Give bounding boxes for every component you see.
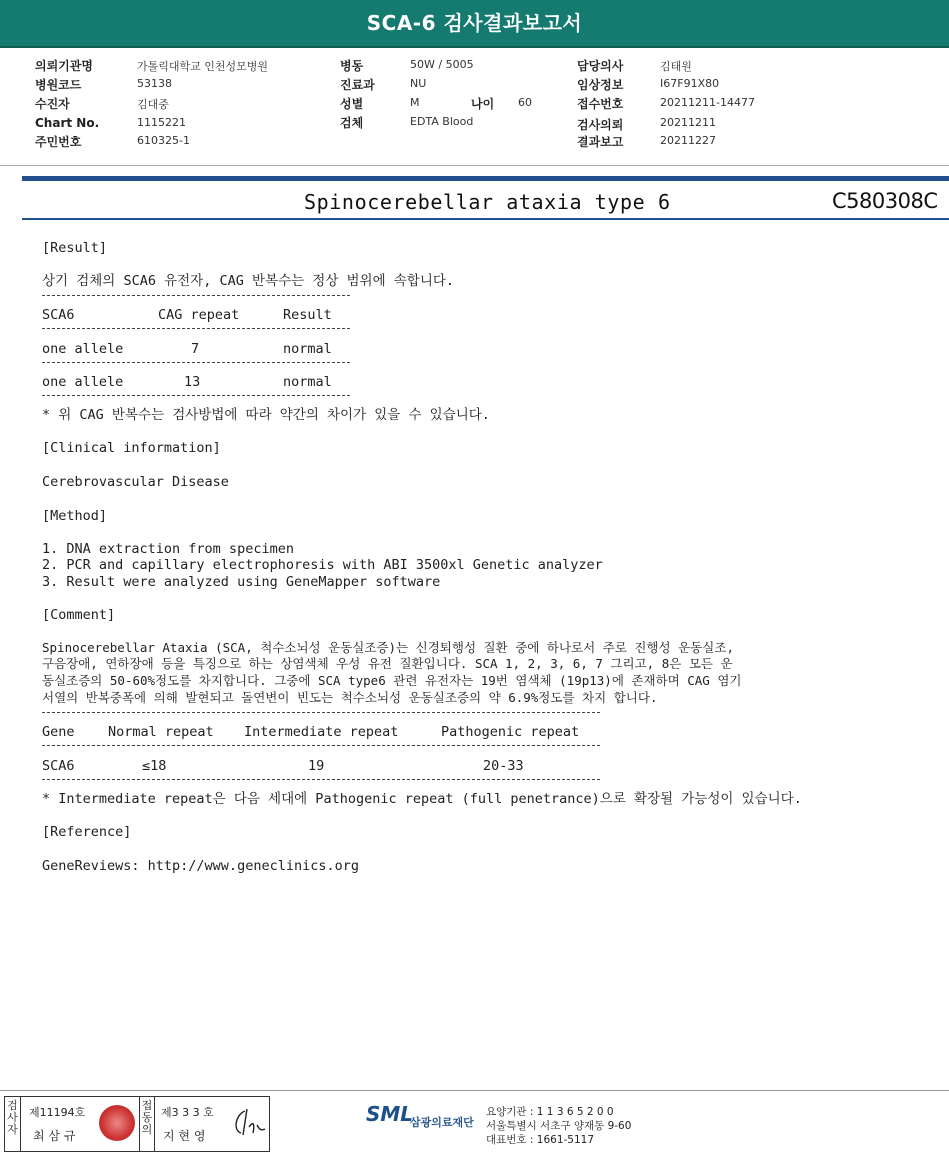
result-row1-result: normal: [283, 341, 332, 357]
confirmer-name: 지 현 영: [163, 1129, 206, 1143]
examiner-seal: [99, 1105, 135, 1141]
value-specimen: EDTA Blood: [410, 115, 474, 128]
label-patient: 수진자: [35, 97, 70, 111]
comment-line: 동실조증의 50-60%정도를 차지합니다. 그중에 SCA type6 관련 유전자는 19번 염색체 (19p13)에 존재하며 CAG 염기: [42, 673, 742, 688]
result-table-divider: [42, 295, 350, 296]
confirmer-license: 제3 3 3 호: [161, 1106, 214, 1119]
repeat-header-gene: Gene: [42, 724, 75, 740]
report-title: SCA-6 검사결과보고서: [366, 11, 583, 35]
reference-heading: [Reference]: [42, 824, 132, 840]
repeat-header-intermediate: Intermediate repeat: [244, 724, 399, 740]
signature-box: [4, 1096, 270, 1152]
repeat-row-gene: SCA6: [42, 758, 75, 774]
test-name: Spinocerebellar ataxia type 6: [304, 190, 671, 214]
result-row2-allele: one allele: [42, 374, 124, 390]
value-chart-no: 1115221: [137, 116, 186, 129]
comment-line: 서열의 반복중폭에 의해 발현되고 돌연변이 빈도는 척수소뇌성 운동실조증의 약 6.9%정도를 차지 합니다.: [42, 690, 658, 705]
result-row2-cag: 13: [184, 374, 201, 390]
value-report-date: 20211227: [660, 134, 716, 147]
label-sex: 성별: [340, 97, 364, 111]
comment-note: * Intermediate repeat은 다음 세대에 Pathogenic repeat (full penetrance)으로 확장될 가능성이 있습니다.: [42, 791, 802, 807]
examiner-name: 최 삼 규: [33, 1129, 76, 1143]
label-age: 나이: [471, 97, 495, 111]
label-report-date: 결과보고: [577, 135, 624, 149]
value-patient: 김대중: [137, 98, 169, 111]
repeat-header-pathogenic: Pathogenic repeat: [441, 724, 580, 740]
label-resident-no: 주민번호: [35, 135, 82, 149]
result-heading: [Result]: [42, 240, 108, 256]
repeat-table-divider: [42, 779, 600, 780]
comment-heading: [Comment]: [42, 607, 116, 623]
repeat-row-intermediate: 19: [308, 758, 325, 774]
comment-line: 구음장애, 연하장애 등을 특징으로 하는 상염색체 우성 유전 질환입니다. SCA 1, 2, 3, 6, 7 그리고, 8은 모든 운: [42, 656, 733, 671]
logo-name: 삼광의료재단: [410, 1116, 474, 1129]
result-row2-result: normal: [283, 374, 332, 390]
label-specimen: 검체: [340, 116, 364, 130]
repeat-row-pathogenic: 20-33: [483, 758, 524, 774]
value-receipt-no: 20211211-14477: [660, 96, 755, 109]
label-hospital-code: 병원코드: [35, 78, 82, 92]
method-item: 1. DNA extraction from specimen: [42, 541, 294, 557]
reference-text: GeneReviews: http://www.geneclinics.org: [42, 858, 359, 874]
value-institution: 가톨릭대학교 인천성모병원: [137, 60, 269, 73]
examiner-vertical-label: 검사자: [5, 1097, 21, 1151]
method-item: 2. PCR and capillary electrophoresis with ABI 3500xl Genetic analyzer: [42, 557, 603, 573]
institution-code: 요양기관 : 1 1 3 6 5 2 0 0: [486, 1106, 614, 1118]
clinical-text: Cerebrovascular Disease: [42, 474, 229, 490]
label-ward: 병동: [340, 59, 364, 73]
value-physician: 김태원: [660, 60, 692, 73]
result-table-divider: [42, 328, 350, 329]
repeat-table-divider: [42, 745, 600, 746]
label-clinical-info: 임상정보: [577, 78, 624, 92]
value-request-date: 20211211: [660, 116, 716, 129]
logo-mark: SML: [366, 1102, 414, 1126]
result-table-divider: [42, 395, 350, 396]
value-age: 60: [518, 96, 532, 109]
result-row1-cag: 7: [191, 341, 200, 357]
value-clinical-info: I67F91X80: [660, 77, 720, 90]
title-bottom-rule: [22, 218, 949, 220]
confirmer-vertical-label: 접동의: [139, 1097, 155, 1151]
result-note: * 위 CAG 반복수는 검사방법에 따라 약간의 차이가 있을 수 있습니다.: [42, 407, 490, 423]
result-row1-allele: one allele: [42, 341, 124, 357]
repeat-header-normal: Normal repeat: [108, 724, 214, 740]
institution-phone: 대표번호 : 1661-5117: [486, 1134, 595, 1146]
result-header-result: Result: [283, 307, 332, 323]
value-department: NU: [410, 77, 427, 90]
title-top-rule: [22, 176, 949, 181]
value-hospital-code: 53138: [137, 77, 172, 90]
value-resident-no: 610325-1: [137, 134, 190, 147]
institution-address: 서울특별시 서초구 양재동 9-60: [486, 1120, 632, 1132]
examiner-license: 제11194호: [29, 1106, 86, 1119]
method-heading: [Method]: [42, 508, 108, 524]
report-title-bar: [0, 0, 949, 48]
label-receipt-no: 접수번호: [577, 97, 624, 111]
value-ward: 50W / 5005: [410, 58, 474, 71]
repeat-table-divider: [42, 712, 600, 713]
test-code: C580308C: [832, 189, 938, 213]
clinical-heading: [Clinical information]: [42, 440, 221, 456]
value-sex: M: [410, 96, 420, 109]
label-department: 진료과: [340, 78, 375, 92]
comment-line: Spinocerebellar Ataxia (SCA, 척수소뇌성 운동실조증)는 신경퇴행성 질환 중에 하나로서 주로 진행성 운동실조,: [42, 640, 734, 655]
signature-mark: [227, 1105, 267, 1141]
label-request-date: 검사의뢰: [577, 118, 624, 132]
repeat-row-normal: ≤18: [142, 758, 167, 774]
result-table-divider: [42, 362, 350, 363]
result-header-gene: SCA6: [42, 307, 75, 323]
result-header-cag: CAG repeat: [158, 307, 240, 323]
label-institution: 의뢰기관명: [35, 59, 93, 73]
method-item: 3. Result were analyzed using GeneMapper software: [42, 574, 441, 590]
result-summary: 상기 검체의 SCA6 유전자, CAG 반복수는 정상 범위에 속합니다.: [42, 273, 455, 289]
label-physician: 담당의사: [577, 59, 624, 73]
patient-info-panel: [0, 55, 949, 166]
label-chart-no: Chart No.: [35, 116, 100, 130]
